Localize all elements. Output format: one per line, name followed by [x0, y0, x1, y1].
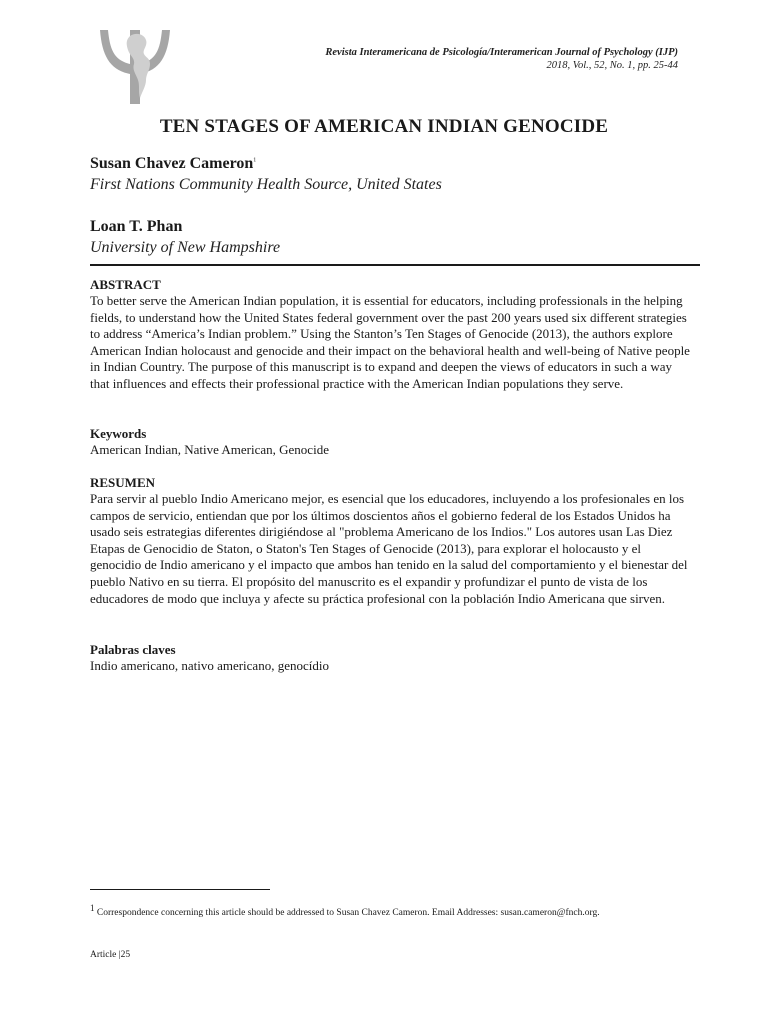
palabras-heading: Palabras claves	[90, 642, 176, 657]
author-affiliation-1: First Nations Community Health Source, United States	[90, 176, 442, 193]
author-name-1	[90, 155, 256, 173]
footnote	[90, 902, 710, 919]
author-affiliation-2: University of New Hampshire	[90, 239, 281, 256]
journal-header	[258, 46, 678, 72]
abstract-text: To better serve the American Indian population, it is essential for educators, including professionals in the helping fields, to understand how the United States federal government over the past 200 years used six different strategies to address “America’s Indian problem.” Using the Stanton’s Ten Stages of Genocide (2013), the authors explore American Indian holocaust and genocide and their impact on the behavioral health and well-being of Native people in Indian Country. The purpose of this manuscript is to expand and deepen the views of educators in such a way that influences and effects their professional practice with the American Indian populations they serve.	[90, 293, 690, 391]
keywords-text: American Indian, Native American, Genocide	[90, 442, 329, 457]
resumen-text: Para servir al pueblo Indio Americano mejor, es esencial que los educadores, incluyendo a los profesionales en los campos de servicio, entiendan que por los últimos doscientos años el gobierno federal de los Estados Unidos ha usado seis estrategias diferentes dirigiéndose al "problema Americano de los Indios." Los autores usan Las Diez Etapas de Genocidio de Staton, o Staton's Ten Stages of Genocide (2013), para explorar el holocausto y el genocidio de Indio americano y el impacto que ambos han tenido en la salud del comportamiento y el bienestar del pueblo Nativo en su tierra. El propósito del manuscrito es el expandir y profundizar el punto de vista de los educadores de modo que incluya y afecte su práctica profesional con la población Indio Americana que sirven.	[90, 491, 688, 606]
article-title: TEN STAGES OF AMERICAN INDIAN GENOCIDE	[159, 116, 609, 137]
abstract-heading: ABSTRACT	[90, 277, 161, 292]
keywords-heading: Keywords	[90, 426, 147, 441]
header-divider	[90, 264, 700, 266]
abstract-section	[90, 277, 690, 393]
keywords-section	[90, 426, 690, 459]
author-name-2: Loan T. Phan	[90, 218, 183, 235]
journal-logo-icon	[100, 24, 176, 106]
footnote-mark: 1	[90, 903, 95, 913]
resumen-section	[90, 475, 690, 607]
resumen-heading: RESUMEN	[90, 475, 156, 490]
author-footnote-mark: 1	[253, 157, 257, 164]
author-name-text: Susan Chavez Cameron	[90, 155, 254, 172]
palabras-section	[90, 642, 690, 675]
journal-name: Revista Interamericana de Psicología/Interamerican Journal of Psychology (IJP)	[325, 47, 678, 58]
footnote-divider	[90, 889, 270, 890]
page-number: Article |25	[90, 950, 131, 960]
palabras-text: Indio americano, nativo americano, genocídio	[90, 658, 329, 673]
journal-volume: 2018, Vol., 52, No. 1, pp. 25-44	[546, 60, 678, 71]
footnote-text: Correspondence concerning this article should be addressed to Susan Chavez Cameron. Email Addresses: susan.cameron@fnch.org.	[96, 908, 600, 919]
